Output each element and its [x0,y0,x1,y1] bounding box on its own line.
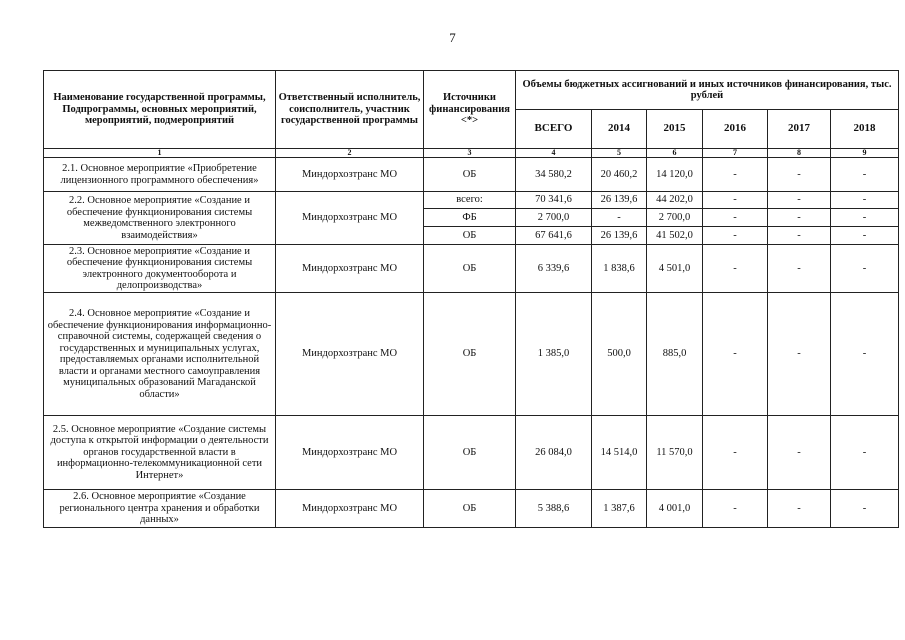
header-year: 2015 [647,110,703,149]
header-total: ВСЕГО [516,110,592,149]
value-cell: 26 139,6 [592,227,647,245]
total-cell: 6 339,6 [516,245,592,293]
value-cell: - [831,192,899,209]
total-cell: 26 084,0 [516,416,592,490]
responsible-cell: Миндорхозтранс МО [276,293,424,416]
total-cell: 5 388,6 [516,490,592,528]
value-cell: - [768,192,831,209]
total-cell: 34 580,2 [516,158,592,192]
value-cell: - [768,227,831,245]
column-number: 8 [768,149,831,158]
value-cell: - [831,209,899,227]
value-cell: 26 139,6 [592,192,647,209]
value-cell: - [703,227,768,245]
column-numbers-row [44,149,899,158]
header-year: 2018 [831,110,899,149]
responsible-cell: Миндорхозтранс МО [276,158,424,192]
column-number: 6 [647,149,703,158]
column-number: 2 [276,149,424,158]
table-row [44,192,899,209]
activity-name: 2.2. Основное мероприятие «Создание и обеспечение функционирования системы межведомственного электронного взаимодействия» [44,192,276,245]
table-row [44,293,899,416]
value-cell: 14 120,0 [647,158,703,192]
column-number: 4 [516,149,592,158]
activity-name: 2.6. Основное мероприятие «Создание регионального центра хранения и обработки данных» [44,490,276,528]
source-cell: ОБ [424,158,516,192]
value-cell: - [768,158,831,192]
value-cell: 500,0 [592,293,647,416]
value-cell: - [703,192,768,209]
header-responsible: Ответственный исполнитель, соисполнитель, участник государственной программы [276,71,424,149]
value-cell: 2 700,0 [647,209,703,227]
value-cell: - [703,209,768,227]
value-cell: 14 514,0 [592,416,647,490]
value-cell: - [703,416,768,490]
value-cell: - [831,227,899,245]
column-number: 5 [592,149,647,158]
value-cell: - [831,158,899,192]
value-cell: - [703,245,768,293]
source-cell: ОБ [424,490,516,528]
value-cell: - [703,293,768,416]
source-cell: ОБ [424,245,516,293]
total-cell: 70 341,6 [516,192,592,209]
total-cell: 2 700,0 [516,209,592,227]
column-number: 3 [424,149,516,158]
value-cell: - [703,158,768,192]
value-cell: 4 501,0 [647,245,703,293]
value-cell: - [831,490,899,528]
value-cell: - [831,293,899,416]
value-cell: 4 001,0 [647,490,703,528]
value-cell: - [768,245,831,293]
value-cell: - [703,490,768,528]
value-cell: - [831,416,899,490]
source-cell: ФБ [424,209,516,227]
value-cell: - [768,293,831,416]
value-cell: 11 570,0 [647,416,703,490]
responsible-cell: Миндорхозтранс МО [276,192,424,245]
activity-name: 2.5. Основное мероприятие «Создание системы доступа к открытой информации о деятельности органов государственной власти в информационно-телекоммуникационной сети Интернет» [44,416,276,490]
value-cell: - [768,209,831,227]
value-cell: 885,0 [647,293,703,416]
table-row [44,490,899,528]
table-row [44,158,899,192]
page-number: 7 [449,30,456,45]
total-cell: 67 641,6 [516,227,592,245]
value-cell: - [592,209,647,227]
header-name: Наименование государственной программы, Подпрограммы, основных мероприятий, мероприятий, подмероприятий [44,71,276,149]
activity-name: 2.4. Основное мероприятие «Создание и обеспечение функционирования информационно-справочной системы, содержащей сведения о государственных и муниципальных услугах, предоставляемых органами исполнительной власти и органами местного самоуправления муниципальных образований Магаданской области» [44,293,276,416]
value-cell: 44 202,0 [647,192,703,209]
value-cell: - [831,245,899,293]
column-number: 1 [44,149,276,158]
responsible-cell: Миндорхозтранс МО [276,490,424,528]
source-cell: ОБ [424,416,516,490]
value-cell: 41 502,0 [647,227,703,245]
column-number: 7 [703,149,768,158]
responsible-cell: Миндорхозтранс МО [276,245,424,293]
activity-name: 2.1. Основное мероприятие «Приобретение лицензионного программного обеспечения» [44,158,276,192]
column-number: 9 [831,149,899,158]
source-cell: ОБ [424,293,516,416]
responsible-cell: Миндорхозтранс МО [276,416,424,490]
activity-name: 2.3. Основное мероприятие «Создание и обеспечение функционирования системы электронного документооборота и делопроизводства» [44,245,276,293]
table-row [44,245,899,293]
total-cell: 1 385,0 [516,293,592,416]
value-cell: 1 838,6 [592,245,647,293]
header-year: 2016 [703,110,768,149]
table-row [44,416,899,490]
value-cell: 1 387,6 [592,490,647,528]
value-cell: 20 460,2 [592,158,647,192]
value-cell: - [768,416,831,490]
source-cell: всего: [424,192,516,209]
budget-table [43,70,899,528]
header-year: 2014 [592,110,647,149]
source-cell: ОБ [424,227,516,245]
header-year: 2017 [768,110,831,149]
header-sources: Источники финансирования <*> [424,71,516,149]
header-volumes: Объемы бюджетных ассигнований и иных источников финансирования, тыс. рублей [516,71,899,110]
value-cell: - [768,490,831,528]
